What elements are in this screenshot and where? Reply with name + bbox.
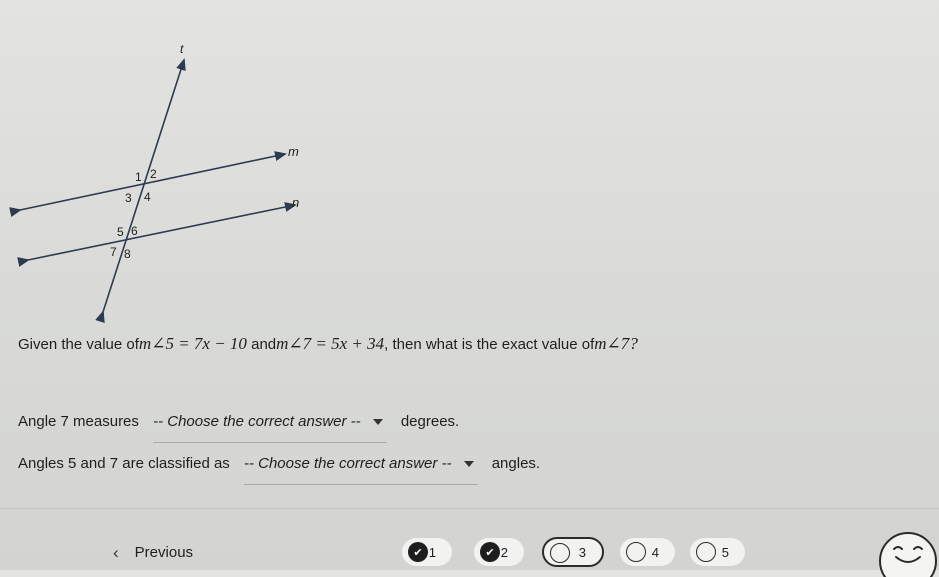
answer-row-angle-7 [18, 413, 459, 443]
checkmark-icon: ✔ [408, 542, 428, 562]
page-4-label: 4 [651, 544, 659, 560]
angle-7-select-value: -- Choose the correct answer -- [153, 413, 361, 430]
angle-label-6: 6 [131, 224, 138, 238]
angle-7-label: Angle 7 measures [18, 413, 139, 430]
classification-answer-select[interactable] [244, 455, 478, 485]
answer-row-classification [18, 455, 540, 485]
line-t [103, 60, 184, 312]
caret-down-icon [464, 461, 474, 467]
circle-icon [696, 542, 716, 562]
page-2-label: 2 [500, 544, 508, 560]
angle-label-3: 3 [125, 191, 132, 205]
circle-icon [550, 543, 570, 563]
angle-label-4: 4 [144, 190, 151, 204]
page-1-label: 1 [428, 544, 436, 560]
angle-label-1: 1 [135, 170, 142, 184]
question-mark: ? [629, 334, 638, 353]
label-line-m: m [288, 144, 299, 159]
circle-icon [626, 542, 646, 562]
divider [0, 508, 939, 509]
expression-angle-5: m∠5 = 7x − 10 [138, 334, 247, 353]
page-5-label: 5 [721, 544, 729, 560]
classification-label: Angles 5 and 7 are classified as [18, 455, 230, 472]
question-pager [0, 538, 939, 568]
caret-down-icon [373, 419, 383, 425]
angle-label-2: 2 [150, 167, 157, 181]
angle-label-7: 7 [110, 245, 117, 259]
angle-7-unit: degrees. [400, 413, 460, 430]
angle-label-5: 5 [117, 225, 124, 239]
question-prefix: Given the value of [18, 336, 139, 353]
angle-7-answer-select[interactable] [153, 413, 387, 443]
page-4-button[interactable] [620, 538, 675, 566]
question-text [18, 334, 638, 354]
label-line-t: t [180, 42, 184, 56]
angle-label-8: 8 [124, 247, 131, 261]
previous-label: Previous [134, 544, 194, 561]
chevron-left-icon: ‹ [113, 543, 119, 562]
parallel-lines-diagram [0, 0, 360, 330]
line-m [20, 154, 285, 210]
expression-target: m∠7 [594, 334, 630, 353]
page-1-button[interactable] [402, 538, 452, 566]
line-n [28, 205, 295, 260]
label-line-n: n [292, 195, 300, 210]
question-and: and [246, 336, 277, 353]
question-middle: , then what is the exact value of [384, 336, 595, 353]
page-3-button[interactable] [542, 537, 604, 567]
classification-suffix: angles. [491, 455, 541, 472]
page-2-button[interactable] [474, 538, 524, 566]
page-3-label: 3 [578, 544, 586, 560]
expression-angle-7: m∠7 = 5x + 34 [276, 334, 385, 353]
page-5-button[interactable] [690, 538, 745, 566]
checkmark-icon: ✔ [480, 542, 500, 562]
classification-select-value: -- Choose the correct answer -- [243, 455, 452, 472]
